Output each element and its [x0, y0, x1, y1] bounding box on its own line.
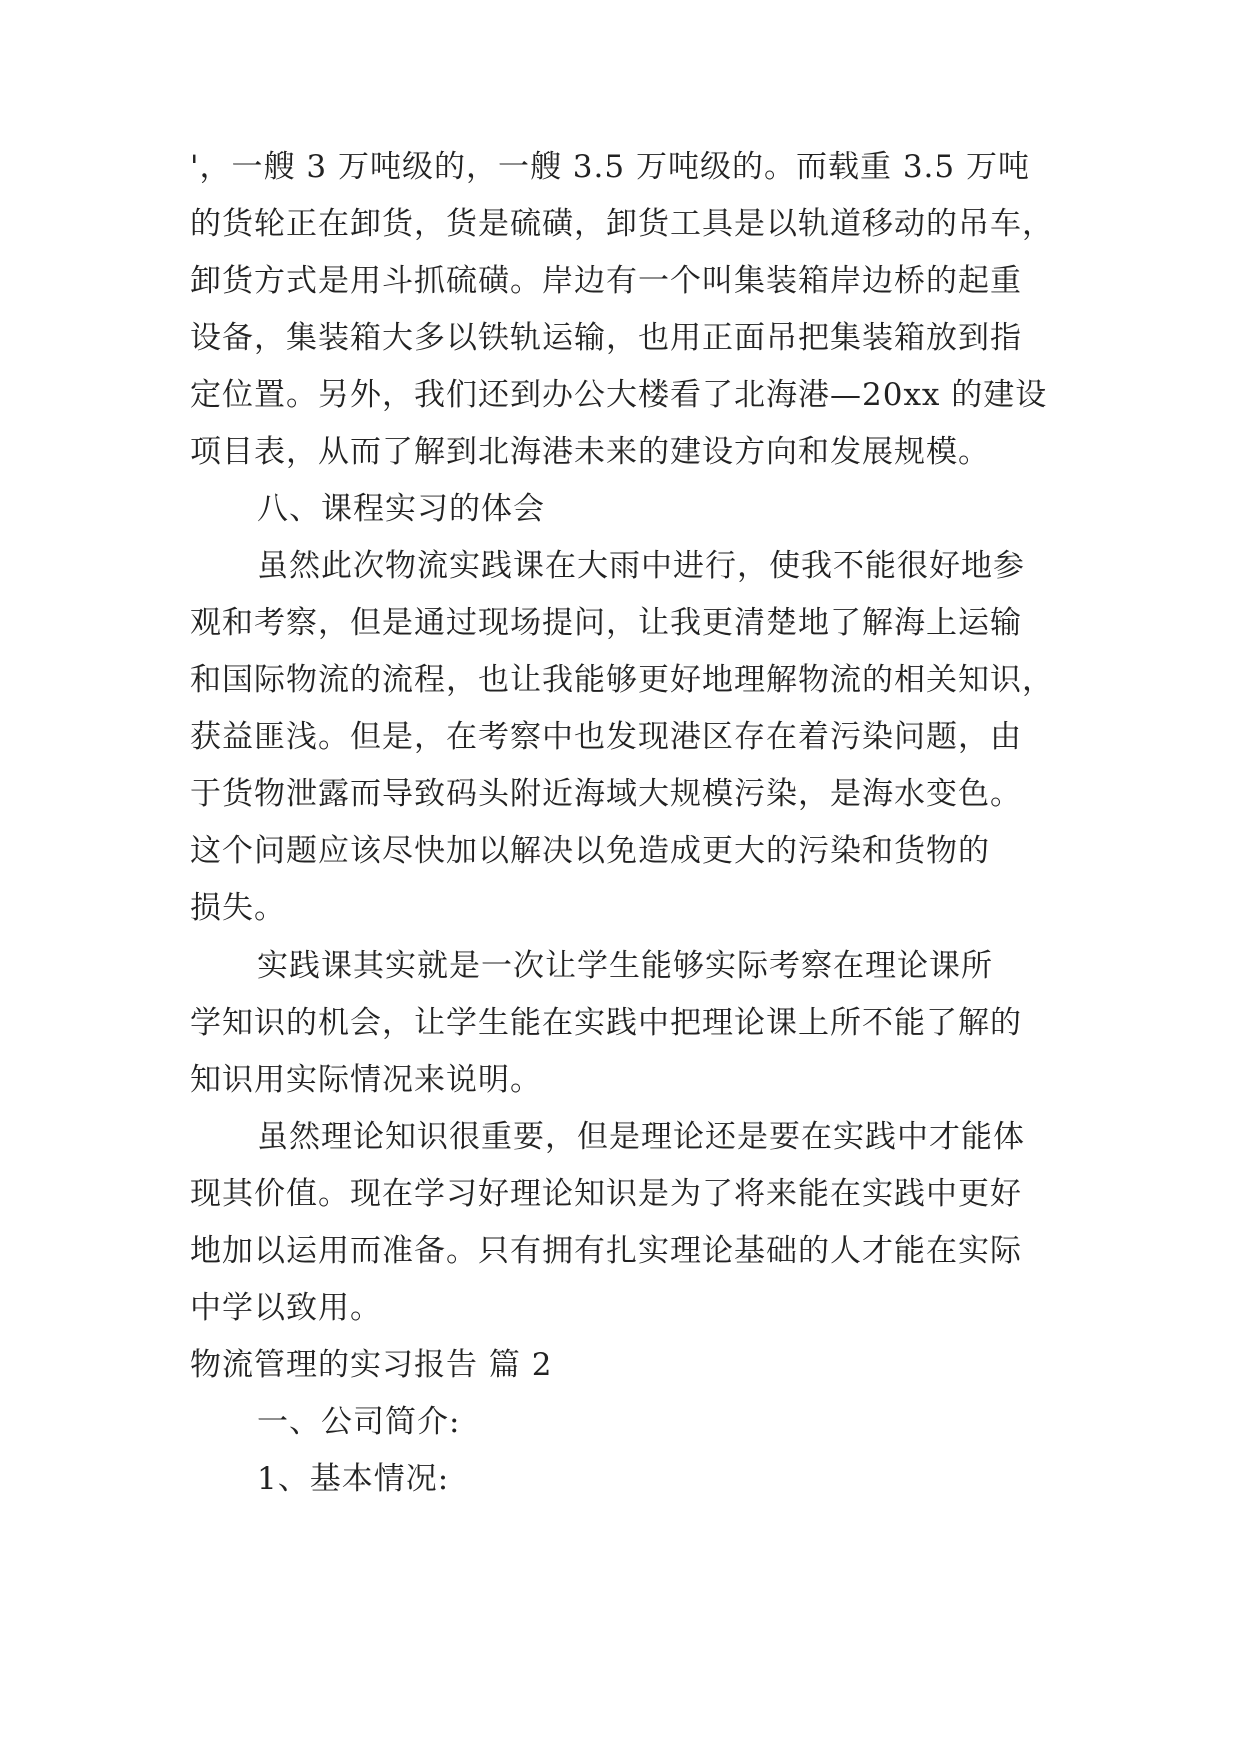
- text-line: 卸货方式是用斗抓硫磺。岸边有一个叫集装箱岸边桥的起重: [190, 263, 1022, 299]
- text-line: 实践课其实就是一次让学生能够实际考察在理论课所: [257, 948, 993, 984]
- article-title: 物流管理的实习报告 篇 2: [190, 1347, 553, 1383]
- section-heading: 一、公司简介:: [257, 1404, 461, 1440]
- text-line: 于货物泄露而导致码头附近海域大规模污染，是海水变色。: [190, 776, 1022, 812]
- text-line: 地加以运用而准备。只有拥有扎实理论基础的人才能在实际: [190, 1233, 1022, 1269]
- text-line: 中学以致用。: [190, 1290, 382, 1326]
- text-line: 现其价值。现在学习好理论知识是为了将来能在实践中更好: [190, 1176, 1022, 1212]
- text-line: '，一艘 3 万吨级的，一艘 3.5 万吨级的。而载重 3.5 万吨: [190, 149, 1030, 185]
- text-line: 虽然理论知识很重要，但是理论还是要在实践中才能体: [257, 1119, 1025, 1155]
- text-line: 知识用实际情况来说明。: [190, 1062, 542, 1098]
- subsection-heading: 1、基本情况:: [257, 1461, 450, 1497]
- text-line: 的货轮正在卸货，货是硫磺，卸货工具是以轨道移动的吊车，: [190, 206, 1054, 242]
- text-line: 这个问题应该尽快加以解决以免造成更大的污染和货物的: [190, 833, 990, 869]
- text-line: 虽然此次物流实践课在大雨中进行，使我不能很好地参: [257, 548, 1025, 584]
- text-line: 观和考察，但是通过现场提问，让我更清楚地了解海上运输: [190, 605, 1022, 641]
- text-line: 和国际物流的流程，也让我能够更好地理解物流的相关知识，: [190, 662, 1054, 698]
- section-heading: 八、课程实习的体会: [257, 491, 545, 527]
- text-line: 定位置。另外，我们还到办公大楼看了北海港—20xx 的建设: [190, 377, 1048, 413]
- text-line: 学知识的机会，让学生能在实践中把理论课上所不能了解的: [190, 1005, 1022, 1041]
- text-line: 获益匪浅。但是，在考察中也发现港区存在着污染问题，由: [190, 719, 1022, 755]
- text-line: 设备，集装箱大多以铁轨运输，也用正面吊把集装箱放到指: [190, 320, 1022, 356]
- text-line: 损失。: [190, 890, 286, 926]
- text-line: 项目表，从而了解到北海港未来的建设方向和发展规模。: [190, 434, 990, 470]
